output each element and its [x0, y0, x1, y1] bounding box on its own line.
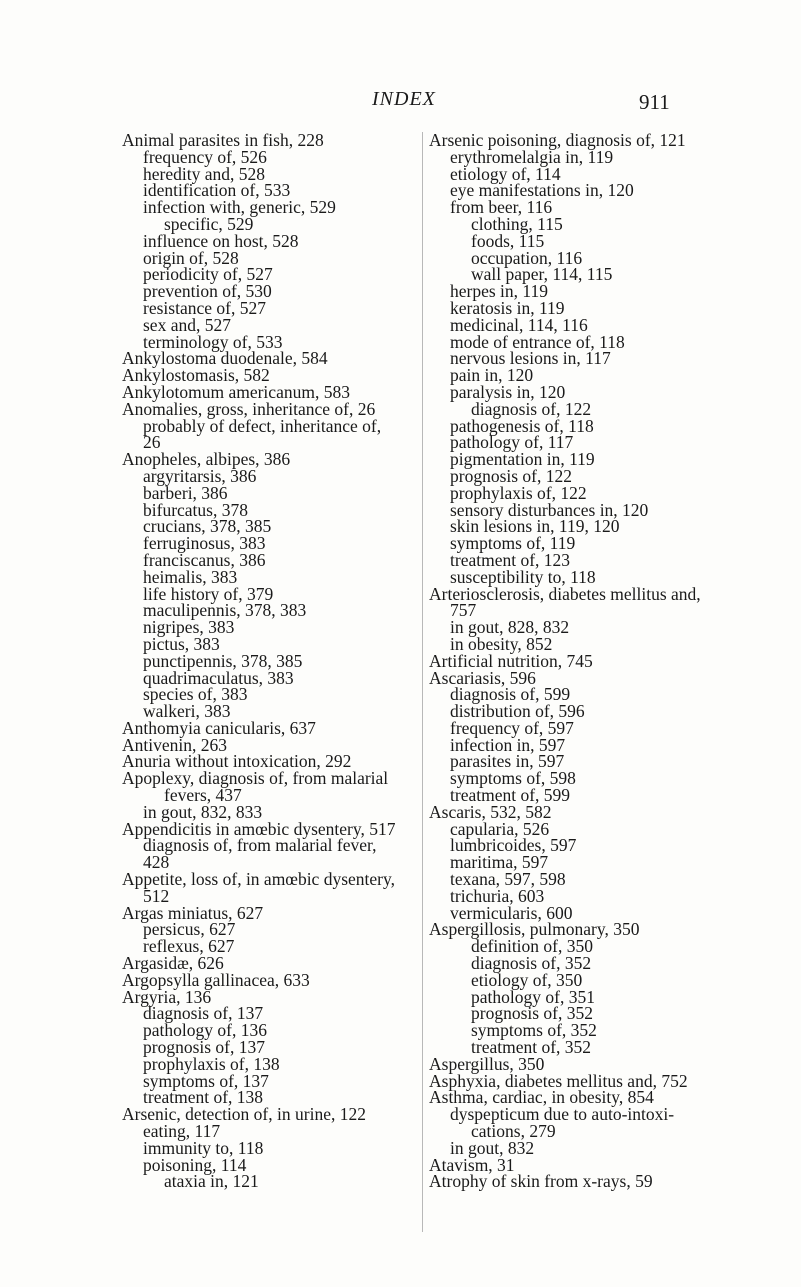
index-subentry: in gout, 832, 833 [143, 801, 263, 822]
index-subentry: sensory disturbances in, 120 [450, 499, 649, 520]
index-subentry: immunity to, 118 [143, 1137, 264, 1158]
index-subentry: in obesity, 852 [450, 633, 553, 654]
index-column-left [122, 132, 422, 1190]
index-subentry: identification of, 533 [143, 180, 291, 201]
index-subentry: 757 [450, 600, 477, 621]
index-subentry: crucians, 378, 385 [143, 516, 272, 537]
index-entry: Anomalies, gross, inheritance of, 26 [122, 398, 376, 419]
index-subentry: prognosis of, 137 [143, 1037, 266, 1058]
index-subentry: symptoms of, 352 [471, 1020, 597, 1041]
index-entry: Antivenin, 263 [122, 734, 227, 755]
index-subentry: persicus, 627 [143, 919, 236, 940]
index-subentry: treatment of, 138 [143, 1087, 264, 1108]
index-subentry: pictus, 383 [143, 633, 220, 654]
index-entry: Anopheles, albipes, 386 [122, 449, 291, 470]
index-subentry: pathogenesis of, 118 [450, 415, 594, 436]
index-subentry: 428 [143, 852, 170, 873]
index-subentry: nigripes, 383 [143, 617, 235, 638]
index-subentry: infection with, generic, 529 [143, 197, 336, 218]
index-entry: Asphyxia, diabetes mellitus and, 752 [429, 1070, 688, 1091]
index-subentry: prognosis of, 122 [450, 465, 573, 486]
index-subentry: medicinal, 114, 116 [450, 314, 588, 335]
index-subentry: heredity and, 528 [143, 163, 265, 184]
index-subentry: heimalis, 383 [143, 566, 238, 587]
index-entry: Atrophy of skin from x-rays, 59 [429, 1171, 653, 1192]
index-subentry: terminology of, 533 [143, 331, 283, 352]
index-subentry: 26 [143, 432, 161, 453]
index-subentry: diagnosis of, 137 [143, 1003, 264, 1024]
index-subentry: definition of, 350 [471, 936, 593, 957]
index-subentry: life history of, 379 [143, 583, 274, 604]
index-entry: Aspergillus, 350 [429, 1053, 545, 1074]
index-subentry: capularia, 526 [450, 818, 550, 839]
index-subentry: barberi, 386 [143, 482, 228, 503]
index-subentry: pathology of, 117 [450, 432, 574, 453]
index-entry: Asthma, cardiac, in obesity, 854 [429, 1087, 654, 1108]
index-subentry: parasites in, 597 [450, 751, 565, 772]
index-subentry: treatment of, 352 [471, 1037, 592, 1058]
index-subentry: from beer, 116 [450, 197, 553, 218]
index-entry: Argasidæ, 626 [122, 953, 224, 974]
index-entry: Ankylostomasis, 582 [122, 365, 270, 386]
index-entry: Argopsylla gallinacea, 633 [122, 969, 310, 990]
index-subentry: argyritarsis, 386 [143, 465, 257, 486]
index-entry: Argas miniatus, 627 [122, 902, 264, 923]
index-subentry: sex and, 527 [143, 314, 231, 335]
index-entry: Artificial nutrition, 745 [429, 650, 593, 671]
index-subentry: herpes in, 119 [450, 281, 549, 302]
index-subentry: dyspepticum due to auto-intoxi- [450, 1104, 675, 1125]
index-subentry: prophylaxis of, 138 [143, 1053, 280, 1074]
index-entry: Atavism, 31 [429, 1154, 515, 1175]
index-subentry: ferruginosus, 383 [143, 533, 266, 554]
index-entry: Arsenic, detection of, in urine, 122 [122, 1104, 366, 1125]
page-number: 911 [639, 90, 670, 114]
index-subentry: maritima, 597 [450, 852, 549, 873]
index-entry: Ascaris, 532, 582 [429, 801, 552, 822]
index-subentry: susceptibility to, 118 [450, 566, 596, 587]
index-subentry: prevention of, 530 [143, 281, 272, 302]
index-subentry: treatment of, 123 [450, 549, 571, 570]
index-subentry: punctipennis, 378, 385 [143, 650, 303, 671]
index-subentry: in gout, 832 [450, 1137, 535, 1158]
index-subentry: paralysis in, 120 [450, 381, 566, 402]
index-subentry: lumbricoides, 597 [450, 835, 577, 856]
index-entry: Argyria, 136 [122, 986, 212, 1007]
index-entry: Appetite, loss of, in amœbic dysentery, [122, 869, 395, 890]
running-title: INDEX [372, 88, 436, 110]
index-subentry: in gout, 828, 832 [450, 617, 570, 638]
index-subentry: origin of, 528 [143, 247, 239, 268]
index-subentry: quadrimaculatus, 383 [143, 667, 294, 688]
index-subentry: bifurcatus, 378 [143, 499, 248, 520]
index-subentry: walkeri, 383 [143, 701, 231, 722]
index-subentry: influence on host, 528 [143, 230, 299, 251]
index-entry: Arteriosclerosis, diabetes mellitus and, [429, 583, 701, 604]
index-subentry: specific, 529 [164, 213, 254, 234]
index-entry: Anthomyia canicularis, 637 [122, 717, 316, 738]
index-subentry: poisoning, 114 [143, 1154, 247, 1175]
index-subentry: foods, 115 [471, 230, 545, 251]
index-subentry: frequency of, 526 [143, 146, 267, 167]
index-subentry: etiology of, 114 [450, 163, 561, 184]
index-subentry: resistance of, 527 [143, 297, 266, 318]
index-subentry: treatment of, 599 [450, 785, 571, 806]
index-entry: Appendicitis in amœbic dysentery, 517 [122, 818, 396, 839]
index-subentry: trichuria, 603 [450, 885, 545, 906]
index-entry: Animal parasites in fish, 228 [122, 130, 324, 150]
index-subentry: vermicularis, 600 [450, 902, 573, 923]
index-subentry: symptoms of, 137 [143, 1070, 269, 1091]
index-subentry: diagnosis of, from malarial fever, [143, 835, 377, 856]
index-subentry: skin lesions in, 119, 120 [450, 516, 620, 537]
index-subentry: symptoms of, 598 [450, 768, 576, 789]
index-subentry: diagnosis of, 599 [450, 684, 571, 705]
index-subentry: keratosis in, 119 [450, 297, 565, 318]
index-column-right [429, 132, 729, 1190]
index-subentry: occupation, 116 [471, 247, 583, 268]
index-subentry: diagnosis of, 122 [471, 398, 592, 419]
index-subentry: erythromelalgia in, 119 [450, 146, 614, 167]
index-subentry: fevers, 437 [164, 785, 242, 806]
index-entry: Aspergillosis, pulmonary, 350 [429, 919, 640, 940]
index-subentry: prognosis of, 352 [471, 1003, 594, 1024]
index-subentry: clothing, 115 [471, 213, 563, 234]
index-subentry: nervous lesions in, 117 [450, 348, 611, 369]
index-subentry: pain in, 120 [450, 365, 534, 386]
index-subentry: distribution of, 596 [450, 701, 585, 722]
index-subentry: pathology of, 351 [471, 986, 595, 1007]
index-entry: Ascariasis, 596 [429, 667, 536, 688]
index-subentry: probably of defect, inheritance of, [143, 415, 382, 436]
index-subentry: periodicity of, 527 [143, 264, 273, 285]
index-subentry: infection in, 597 [450, 734, 566, 755]
index-subentry: diagnosis of, 352 [471, 953, 592, 974]
index-subentry: frequency of, 597 [450, 717, 574, 738]
index-subentry: wall paper, 114, 115 [471, 264, 613, 285]
index-subentry: 512 [143, 885, 170, 906]
index-subentry: eye manifestations in, 120 [450, 180, 634, 201]
index-subentry: ataxia in, 121 [164, 1171, 259, 1192]
column-divider [422, 132, 423, 1232]
index-entry: Arsenic poisoning, diagnosis of, 121 [429, 130, 686, 150]
index-subentry: symptoms of, 119 [450, 533, 576, 554]
index-subentry: mode of entrance of, 118 [450, 331, 625, 352]
index-entry: Ankylostoma duodenale, 584 [122, 348, 328, 369]
index-subentry: species of, 383 [143, 684, 248, 705]
index-subentry: cations, 279 [471, 1121, 556, 1142]
index-subentry: texana, 597, 598 [450, 869, 566, 890]
index-entry: Ankylotomum americanum, 583 [122, 381, 350, 402]
index-entry: Anuria without intoxication, 292 [122, 751, 352, 772]
index-subentry: etiology of, 350 [471, 969, 583, 990]
index-subentry: pigmentation in, 119 [450, 449, 595, 470]
index-subentry: franciscanus, 386 [143, 549, 266, 570]
index-subentry: maculipennis, 378, 383 [143, 600, 307, 621]
index-subentry: pathology of, 136 [143, 1020, 267, 1041]
running-head [0, 88, 801, 118]
index-subentry: prophylaxis of, 122 [450, 482, 587, 503]
index-entry: Apoplexy, diagnosis of, from malarial [122, 768, 389, 789]
index-subentry: reflexus, 627 [143, 936, 235, 957]
index-subentry: eating, 117 [143, 1121, 221, 1142]
